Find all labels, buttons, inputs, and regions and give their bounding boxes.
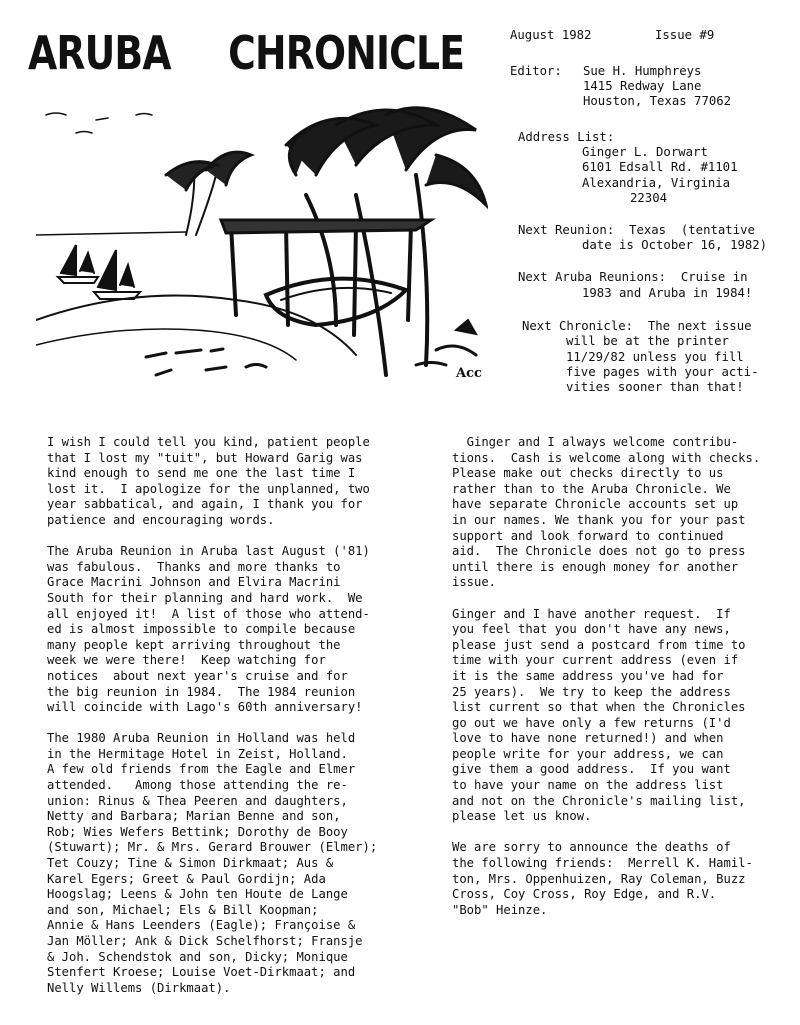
text-line: & Joh. Schendstok and son, Dicky; Monique	[47, 949, 348, 964]
text-line: attended. Among those attending the re-	[47, 778, 348, 793]
text-line: tions. Cash is welcome along with checks.	[452, 450, 761, 465]
text-line: I wish I could tell you kind, patient people	[47, 435, 370, 449]
text-line: have separate Chronicle accounts set up	[452, 497, 739, 512]
text-line: support and look forward to continued	[452, 528, 724, 543]
text-line: Hoogslag; Leens & John ten Houte de Lange	[47, 887, 348, 902]
next-aruba-line1: Next Aruba Reunions: Cruise in	[518, 270, 748, 284]
text-line: it is the same address you've had for	[452, 668, 724, 683]
text-line: Netty and Barbara; Marian Benne and son,	[47, 809, 341, 824]
article-paragraph	[47, 731, 427, 996]
text-line: time with your current address (even if	[452, 653, 739, 668]
left-article-column	[47, 435, 427, 1012]
text-line: in the Hermitage Hotel in Zeist, Holland.	[47, 746, 348, 761]
next-chronicle-line1: Next Chronicle: The next issue	[522, 319, 752, 333]
address-zip: 22304	[630, 191, 668, 205]
text-line: year sabbatical, and again, I thank you for	[47, 497, 363, 512]
text-line: Nelly Willems (Dirkmaat).	[47, 980, 231, 995]
text-line: Jan Möller; Ank & Dick Schelfhorst; Fransje	[47, 934, 363, 948]
text-line: Annie & Hans Leenders (Eagle); Françoise &	[47, 918, 356, 933]
title-word-aruba: ARUBA	[28, 26, 171, 80]
address-street: 6101 Edsall Rd. #1101	[582, 160, 738, 174]
editor-city: Houston, Texas 77062	[583, 94, 732, 108]
text-line: Ginger and I have another request. If	[452, 606, 731, 621]
text-line: rather than to the Aruba Chronicle. We	[452, 481, 731, 496]
editor-name: Sue H. Humphreys	[583, 64, 702, 78]
text-line: (Stuwart); Mr. & Mrs. Gerard Brouwer (Elmer);	[47, 840, 378, 855]
text-line: you feel that you don't have any news,	[452, 622, 731, 637]
article-paragraph	[452, 840, 797, 918]
beach-palm-illustration	[36, 85, 488, 390]
text-line: will coincide with Lago's 60th anniversary!	[47, 700, 363, 715]
text-line: that I lost my "tuit", but Howard Garig was	[47, 450, 363, 465]
text-line: ton, Mrs. Oppenhuizen, Ray Coleman, Buzz	[452, 871, 746, 886]
next-reunion-line2: date is October 16, 1982)	[582, 238, 768, 252]
issue-date: August 1982	[510, 28, 592, 42]
artist-signature: Acc	[456, 366, 482, 381]
next-reunion-line1: Next Reunion: Texas (tentative	[518, 223, 755, 237]
address-name: Ginger L. Dorwart	[582, 145, 708, 159]
article-paragraph	[452, 607, 797, 825]
editor-street: 1415 Redway Lane	[583, 79, 702, 93]
text-line: union: Rinus & Thea Peeren and daughters,	[47, 793, 348, 808]
article-paragraph	[452, 435, 797, 591]
text-line: Stenfert Kroese; Louise Voet-Dirkmaat; and	[47, 965, 356, 980]
right-article-column	[452, 435, 797, 934]
text-line: We are sorry to announce the deaths of	[452, 840, 731, 855]
title-word-chronicle: CHRONICLE	[228, 26, 465, 80]
text-line: and not on the Chronicle's mailing list,	[452, 793, 746, 808]
text-line: South for their planning and hard work. We	[47, 590, 363, 605]
address-city: Alexandria, Virginia	[582, 176, 731, 190]
article-paragraph	[47, 544, 427, 716]
text-line: Karel Egers; Greet & Paul Gordijn; Ada	[47, 871, 326, 886]
text-line: go out we have only a few returns (I'd	[452, 715, 731, 730]
text-line: many people kept arriving throughout the	[47, 637, 341, 652]
text-line: all enjoyed it! A list of those who attend-	[47, 606, 370, 621]
text-line: aid. The Chronicle does not go to press	[452, 544, 746, 559]
text-line: until there is enough money for another	[452, 559, 739, 574]
text-line: The Aruba Reunion in Aruba last August ('81)	[47, 544, 370, 559]
next-chronicle-line4: five pages with your acti-	[566, 365, 759, 379]
article-paragraph	[47, 435, 427, 529]
next-chronicle-line3: 11/29/82 unless you fill	[566, 350, 744, 364]
text-line: lost it. I apologize for the unplanned, two	[47, 481, 370, 496]
text-line: was fabulous. Thanks and more thanks to	[47, 559, 341, 574]
next-chronicle-line2: will be at the printer	[566, 334, 729, 348]
text-line: Ginger and I always welcome contribu-	[452, 435, 739, 449]
text-line: give them a good address. If you want	[452, 762, 731, 777]
text-line: and son, Michael; Els & Bill Koopman;	[47, 902, 319, 917]
text-line: please let us know.	[452, 809, 592, 824]
text-line: issue.	[452, 575, 497, 590]
text-line: "Bob" Heinze.	[452, 902, 548, 917]
text-line: to have your name on the address list	[452, 778, 724, 793]
text-line: patience and encouraging words.	[47, 512, 275, 527]
text-line: in our names. We thank you for your past	[452, 512, 746, 527]
text-line: Grace Macrini Johnson and Elvira Macrini	[47, 575, 341, 590]
text-line: A few old friends from the Eagle and Elmer	[47, 762, 356, 777]
text-line: Please make out checks directly to us	[452, 466, 724, 481]
issue-info-panel	[510, 28, 795, 431]
newsletter-title	[28, 26, 464, 80]
text-line: please just send a postcard from time to	[452, 637, 746, 652]
text-line: week we were there! Keep watching for	[47, 653, 326, 668]
text-line: the big reunion in 1984. The 1984 reunion	[47, 684, 356, 699]
text-line: Tet Couzy; Tine & Simon Dirkmaat; Aus &	[47, 856, 334, 871]
text-line: the following friends: Merrell K. Hamil-	[452, 856, 753, 871]
text-line: people write for your address, we can	[452, 746, 724, 761]
editor-label: Editor:	[510, 64, 562, 78]
text-line: 25 years). We try to keep the address	[452, 684, 731, 699]
text-line: ed is almost impossible to compile because	[47, 622, 356, 637]
next-chronicle-line5: vities sooner than that!	[566, 380, 744, 394]
text-line: list current so that when the Chronicles	[452, 700, 746, 715]
text-line: Rob; Wies Wefers Bettink; Dorothy de Booy	[47, 824, 348, 839]
text-line: love to have none returned!) and when	[452, 731, 724, 746]
next-aruba-line2: 1983 and Aruba in 1984!	[582, 286, 753, 300]
text-line: The 1980 Aruba Reunion in Holland was held	[47, 731, 356, 746]
issue-number: Issue #9	[655, 28, 715, 42]
text-line: notices about next year's cruise and for	[47, 668, 348, 683]
text-line: Cross, Coy Cross, Roy Edge, and R.V.	[452, 887, 717, 902]
text-line: kind enough to send me one the last time I	[47, 466, 356, 481]
address-list-label: Address List:	[518, 130, 615, 144]
